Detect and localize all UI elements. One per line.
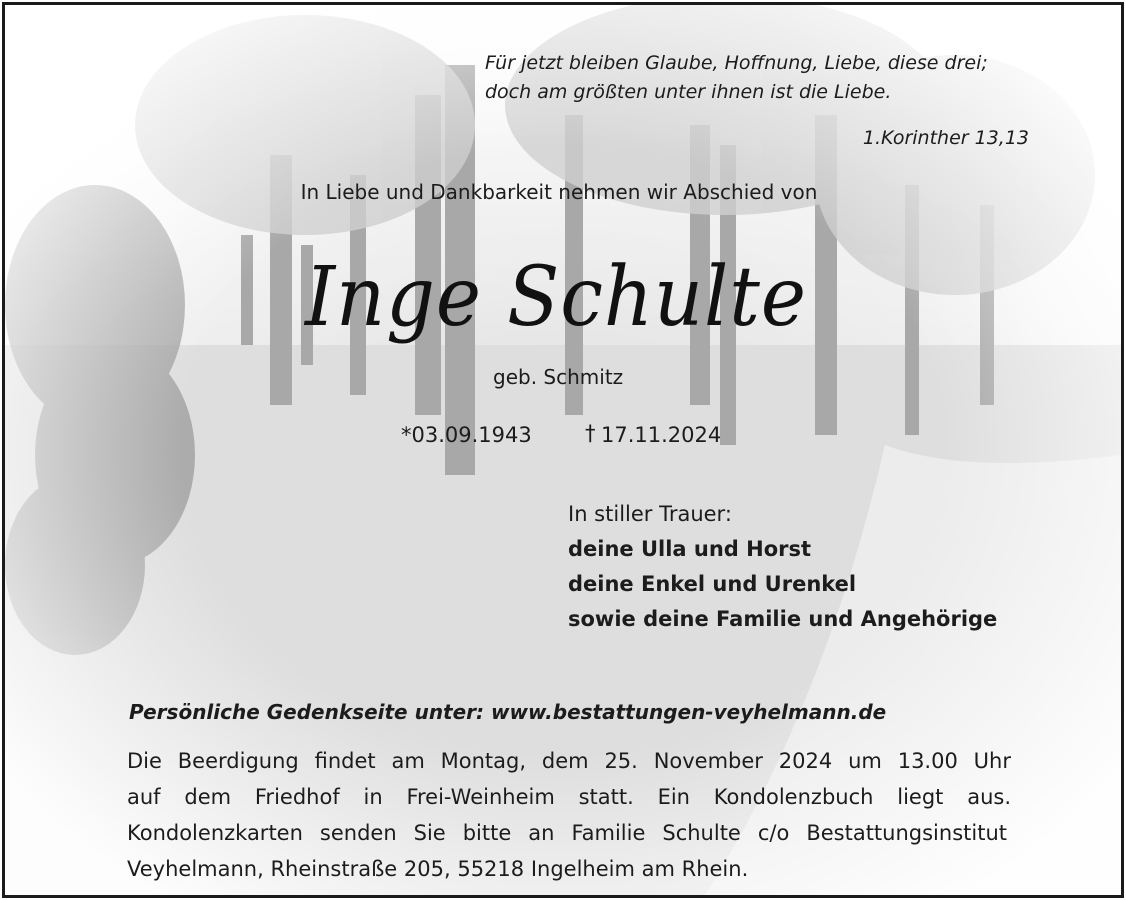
mourner-line: deine Enkel und Urenkel [568, 572, 857, 596]
death-date: 17.11.2024 [601, 423, 722, 447]
funeral-line: Kondolenzkarten senden Sie bitte an Familie Schulte c/o Bestattungsinstitut [127, 821, 1007, 845]
cross-icon: † [585, 421, 596, 445]
quote-line-1: Für jetzt bleiben Glaube, Hoffnung, Liebe, diese drei; [485, 52, 988, 74]
funeral-line: Die Beerdigung findet am Montag, dem 25. November 2024 um 13.00 Uhr [127, 749, 1011, 773]
bible-reference: 1.Korinther 13,13 [862, 127, 1029, 149]
quote-line-2: doch am größten unter ihnen ist die Liebe. [485, 81, 892, 103]
birth-date: *03.09.1943 [401, 423, 532, 447]
bible-quote [485, 49, 988, 107]
funeral-line: auf dem Friedhof in Frei-Weinheim statt. Ein Kondolenzbuch liegt aus. [127, 785, 1011, 809]
obituary-card [2, 2, 1124, 898]
farewell-intro: In Liebe und Dankbarkeit nehmen wir Abschied von [300, 180, 818, 204]
deceased-name: Inge Schulte [305, 250, 807, 345]
funeral-line: Veyhelmann, Rheinstraße 205, 55218 Ingelheim am Rhein. [127, 857, 749, 881]
memorial-page-link: Persönliche Gedenkseite unter: www.bestattungen-veyhelmann.de [129, 700, 887, 724]
funeral-details [127, 743, 1011, 887]
mourners-intro: In stiller Trauer: [568, 502, 732, 526]
maiden-name: geb. Schmitz [493, 365, 624, 389]
mourner-line: deine Ulla und Horst [568, 537, 812, 561]
mourner-line: sowie deine Familie und Angehörige [568, 607, 998, 631]
